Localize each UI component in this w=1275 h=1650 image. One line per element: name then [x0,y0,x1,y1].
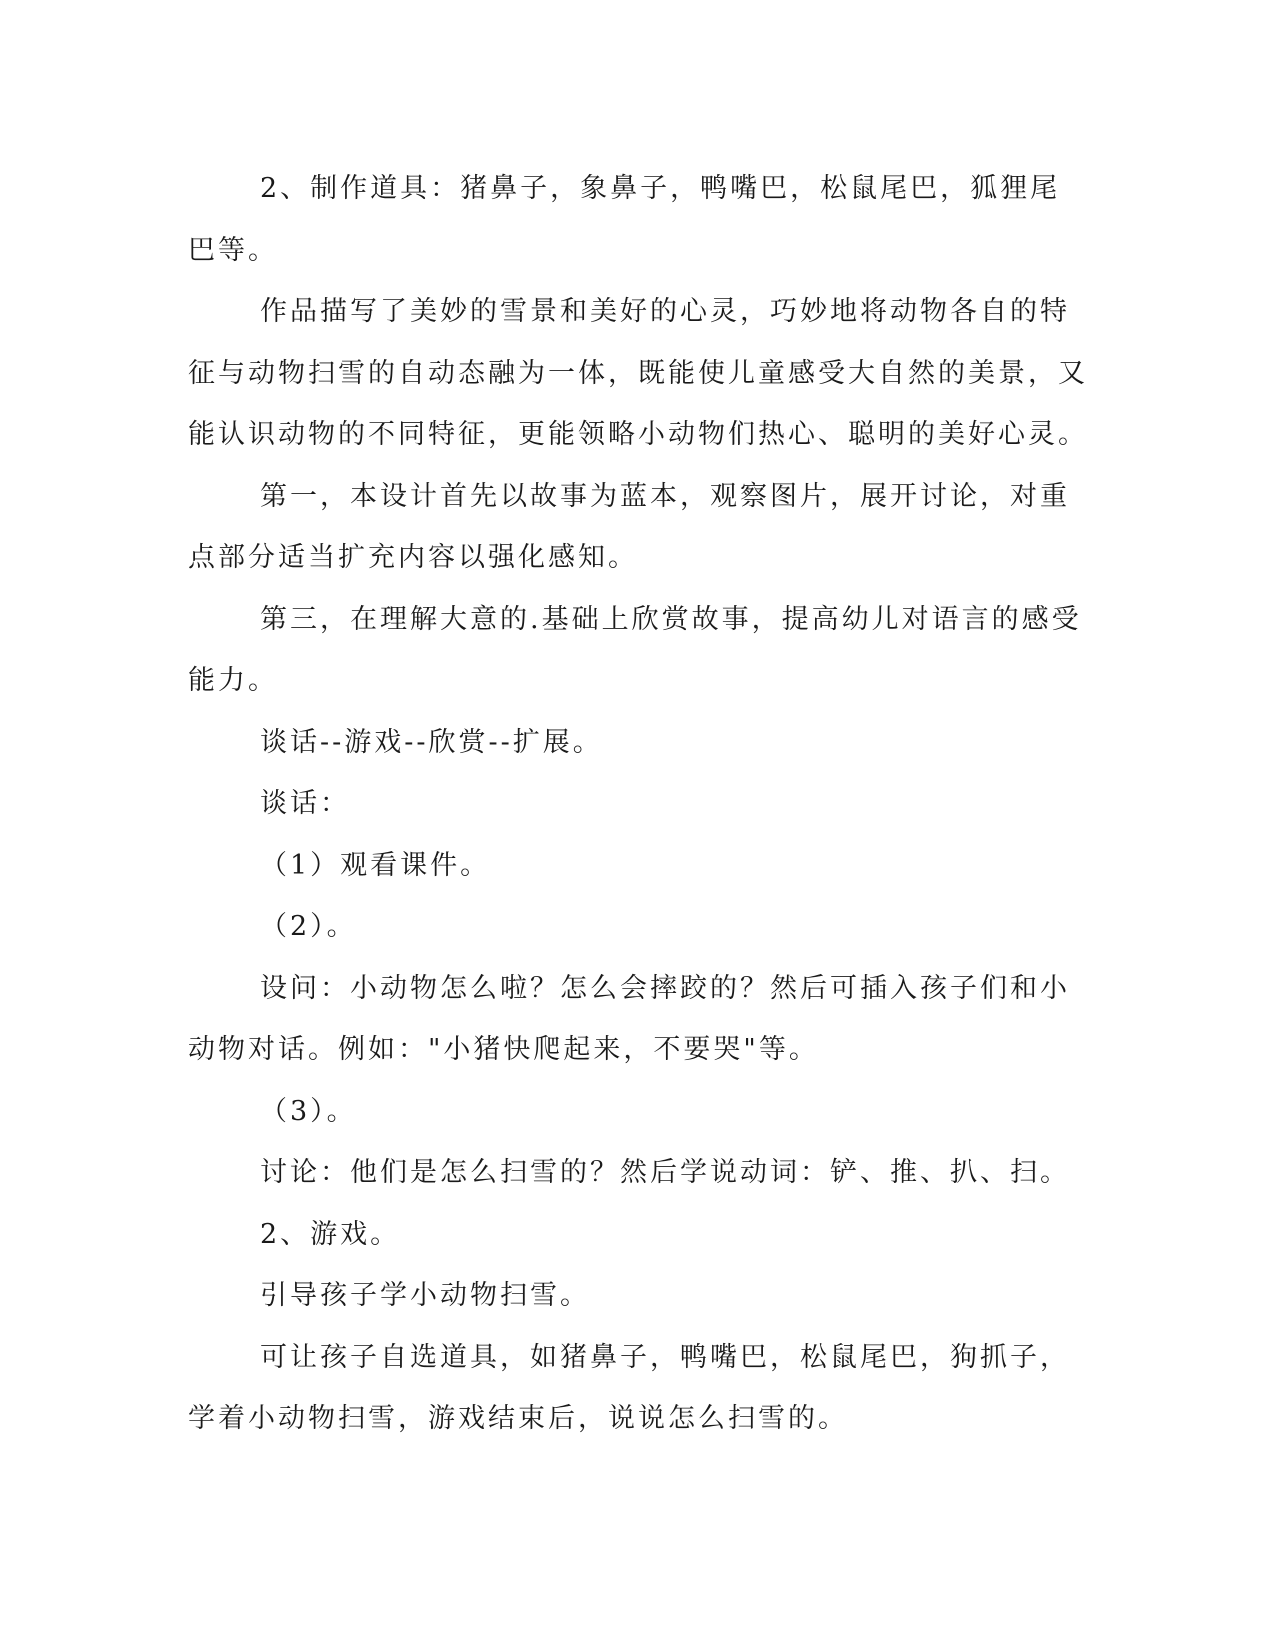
paragraph-props: 2、制作道具：猪鼻子，象鼻子，鸭嘴巴，松鼠尾巴，狐狸尾巴等。 [188,173,1061,266]
paragraph-discussion: 讨论：他们是怎么扫雪的？然后学说动词：铲、推、扒、扫。 [260,1157,1070,1188]
paragraph-work-description: 作品描写了美妙的雪景和美好的心灵，巧妙地将动物各自的特征与动物扫雪的自动态融为一体，既能使儿童感受大自然的美景，又能认识动物的不同特征，更能领略小动物们热心、聪明的美好心灵。 [188,296,1088,450]
paragraph-step-3: （3）。 [260,1095,357,1127]
paragraph-guide: 引导孩子学小动物扫雪。 [260,1280,590,1311]
paragraph-questions: 设问：小动物怎么啦？怎么会摔跤的？然后可插入孩子们和小动物对话。例如："小猪快爬起来，不要哭"等。 [188,972,1070,1065]
paragraph-design-first: 第一，本设计首先以故事为蓝本，观察图片，展开讨论，对重点部分适当扩充内容以强化感知。 [188,480,1070,573]
paragraph-game-heading: 2、游戏。 [260,1218,401,1250]
paragraph-step-2: （2）。 [260,911,357,942]
paragraph-design-third: 第三，在理解大意的.基础上欣赏故事，提高幼儿对语言的感受能力。 [188,603,1082,696]
paragraph-choose-props: 可让孩子自选道具，如猪鼻子，鸭嘴巴，松鼠尾巴，狗抓子，学着小动物扫雪，游戏结束后，说说怎么扫雪的。 [188,1341,1070,1434]
document-body [188,158,1088,1450]
paragraph-process-outline: 谈话--游戏--欣赏--扩展。 [260,726,603,758]
paragraph-talk-heading: 谈话： [260,788,350,819]
paragraph-step-1: （1）观看课件。 [260,849,491,881]
